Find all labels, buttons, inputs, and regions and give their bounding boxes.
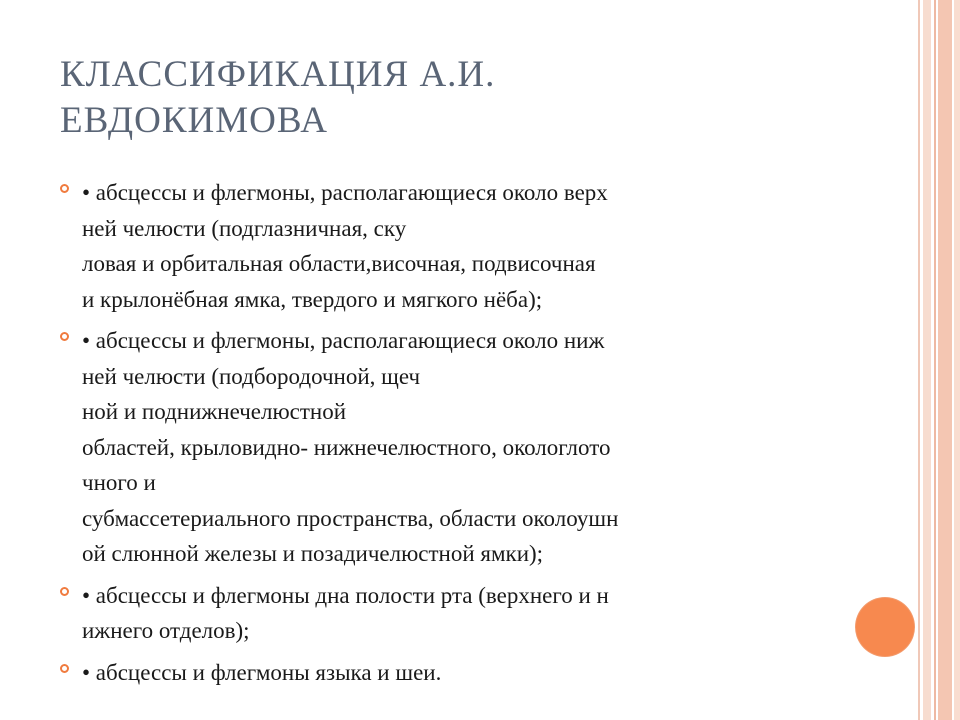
decorative-stripe: [954, 0, 960, 720]
decorative-stripe: [923, 0, 931, 720]
bullet-text-line: • абсцессы и флегмоны, располагающиеся около ниж: [82, 328, 605, 353]
bullet-text-line: ижнего отделов);: [82, 618, 250, 643]
bullet-text-line: ней челюсти (подбородочной, щеч: [82, 363, 421, 389]
decorative-stripe: [938, 0, 952, 720]
bullet-text-line: ной и поднижнечелюстной: [82, 399, 347, 424]
bullet-text-line: областей, крыловидно- нижнечелюстного, окологлото: [82, 434, 611, 460]
decorative-circle: [856, 598, 914, 656]
list-item: [60, 578, 860, 649]
circle-bullet-icon: [60, 664, 69, 673]
slide-title-line: КЛАССИФИКАЦИЯ А.И.: [60, 54, 496, 95]
bullet-text-line: • абсцессы и флегмоны, располагающиеся около верх: [82, 180, 608, 205]
bullet-text-line: ловая и орбитальная области,височная, подвисочная: [82, 251, 596, 276]
circle-bullet-icon: [60, 184, 69, 193]
slide-title: [60, 52, 860, 144]
list-item: [60, 175, 860, 317]
bullet-text-line: чного и: [82, 470, 156, 495]
decorative-stripe: [934, 0, 936, 720]
circle-bullet-icon: [60, 587, 69, 596]
bullet-text-line: и крылонёбная ямка, твердого и мягкого нёба);: [82, 286, 543, 312]
list-item: [60, 323, 860, 572]
bullet-text-line: • абсцессы и флегмоны дна полости рта (верхнего и н: [82, 582, 609, 608]
bullet-text-line: ой слюнной железы и позадичелюстной ямки);: [82, 541, 544, 566]
bullet-text-line: • абсцессы и флегмоны языка и шеи.: [82, 659, 442, 685]
list-item: [60, 655, 860, 691]
bullet-text-line: субмассетериального пространства, области околоушн: [82, 505, 619, 531]
decorative-stripe: [918, 0, 920, 720]
bullet-list: [60, 175, 860, 696]
circle-bullet-icon: [60, 332, 69, 341]
slide-title-line: ЕВДОКИМОВА: [60, 100, 328, 141]
bullet-text-line: ней челюсти (подглазничная, ску: [82, 215, 407, 241]
